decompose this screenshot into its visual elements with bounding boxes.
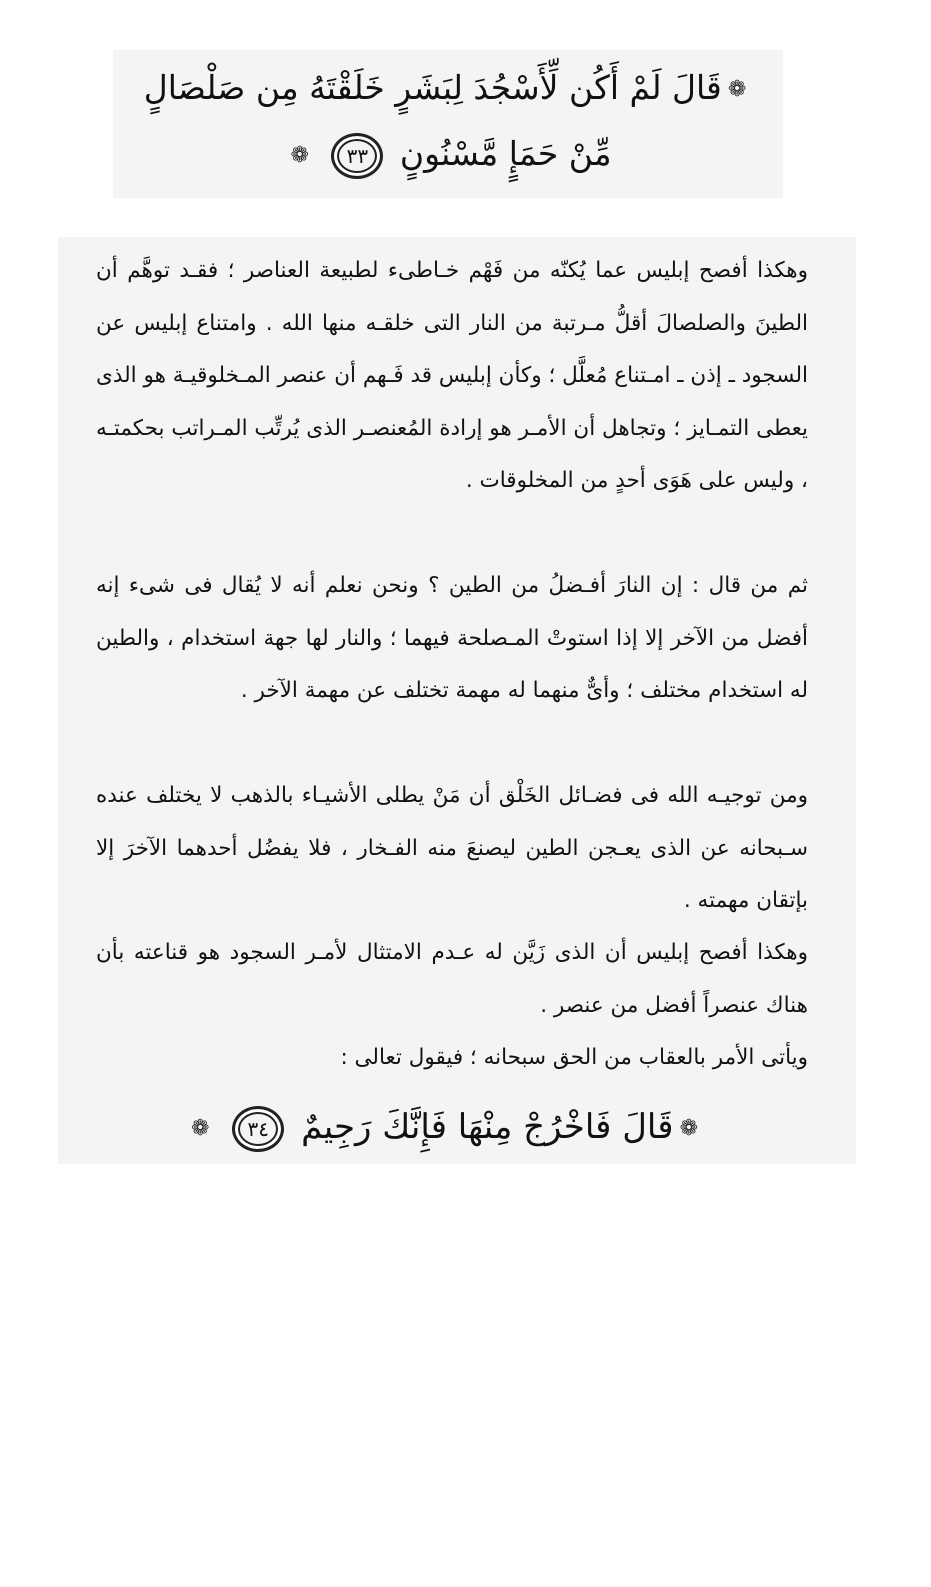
verse-33-line-1-text: قَالَ لَمْ أَكُن لِّأَسْجُدَ لِبَشَرٍ خَلَقْتَهُ مِن صَلْصَالٍ <box>143 68 722 107</box>
ayah-number-34: ٣٤ <box>232 1106 284 1152</box>
ayah-number-33: ٣٣ <box>331 133 383 179</box>
paragraph-4: وهكذا أفصح إبليس أن الذى زَيَّن له عـدم الامتثال لأمـر السجود هو قناعته بأن هناك عنصراً أفضل من عنصر . <box>96 940 808 1018</box>
rosette-ornament-icon: ❁ <box>679 1116 698 1141</box>
quran-verse-34 <box>185 1097 704 1159</box>
quran-verse-33 <box>113 50 783 198</box>
rosette-ornament-icon: ❁ <box>290 143 309 168</box>
rosette-ornament-icon: ❁ <box>191 1116 210 1141</box>
paragraph-2: ثم من قال : إن النارَ أفـضلُ من الطين ؟ ونحن نعلم أنه لا يُقال فى شىء إنه أفضل من الآخر إلا إذا استوتْ المـصلحة فيهما ؛ والنار لها جهة استخدام ، والطين له استخدام مختلف ؛ وأىٌّ منهما له مهمة تختلف عن مهمة الآخر . <box>96 573 808 703</box>
verse-33-line-2-text: مِّنْ حَمَإٍ مَّسْنُونٍ <box>399 134 612 173</box>
paragraph-3: ومن توجيـه الله فى فضـائل الخَلْق أن مَنْ يطلى الأشيـاء بالذهب لا يختلف عنده سـبحانه عن الذى يعـجن الطين ليصنعَ منه الفـخار ، فلا يفضُل أحدهما الآخرَ إلا بإتقان مهمته . <box>96 783 808 913</box>
paragraph-1: وهكذا أفصح إبليس عما يُكنّه من فَهْم خـاطىء لطبيعة العناصر ؛ فقـد توهَّم أن الطينَ والصلصالَ أقلُّ مـرتبة من النار التى خلقـه منها الله . وامتناع إبليس عن السجود ـ إذن ـ امـتناع مُعلَّل ؛ وكأن إبليس قد فَـهم أن عنصر المـخلوقيـة هو الذى يعطى التمـايز ؛ وتجاهل أن الأمـر هو إرادة المُعنصـر الذى يُرتِّب المـراتب بحكمتـه ، وليس على هَوَى أحدٍ من المخلوقات . <box>96 258 808 493</box>
paragraph-5: ويأتى الأمر بالعقاب من الحق سبحانه ؛ فيقول تعالى : <box>340 1045 808 1070</box>
verse-33-line-2 <box>113 122 783 188</box>
verse-34-text: قَالَ فَاخْرُجْ مِنْهَا فَإِنَّكَ رَجِيمٌ <box>301 1107 674 1147</box>
commentary-body <box>58 237 856 1164</box>
rosette-ornament-icon: ❁ <box>727 77 747 102</box>
verse-33-line-1 <box>113 50 783 122</box>
